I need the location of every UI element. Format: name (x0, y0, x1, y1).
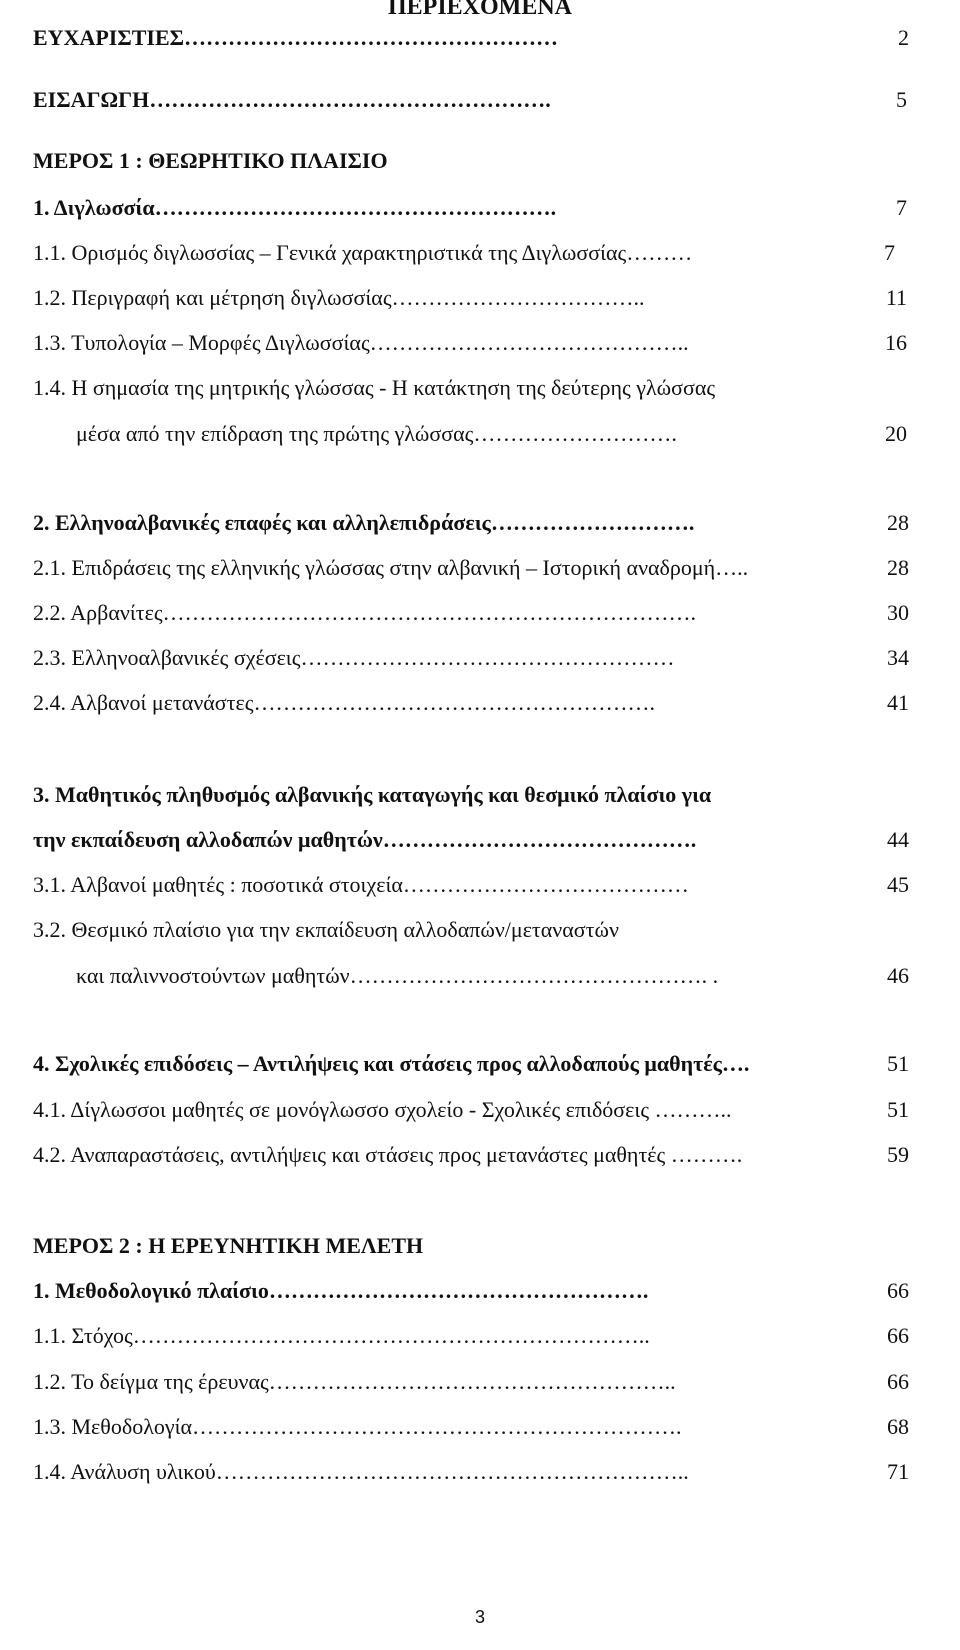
toc-entry-methodology-4 (33, 1458, 909, 1486)
toc-entry-text: 4.1. Δίγλωσσοι μαθητές σε μονόγλωσσο σχολείο - Σχολικές επιδόσεις ……….. (33, 1097, 732, 1122)
toc-page-number: 41 (887, 690, 909, 715)
toc-entry-text: 4.2. Αναπαραστάσεις, αντιλήψεις και στάσεις προς μετανάστες μαθητές ………. (33, 1142, 743, 1167)
part-heading-meros-1: ΜΕΡΟΣ 1 : ΘΕΩΡΗΤΙΚΟ ΠΛΑΙΣΙΟ (33, 148, 388, 173)
toc-page-number: 46 (887, 963, 909, 988)
toc-entry-methodology-2 (33, 1368, 909, 1396)
toc-entry-2 (33, 509, 909, 537)
toc-page-number: 66 (887, 1323, 909, 1348)
toc-page-number: 7 (884, 240, 895, 265)
toc-entry-methodology-3 (33, 1413, 909, 1441)
toc-page-number: 68 (887, 1414, 909, 1439)
toc-page-number: 45 (887, 872, 909, 897)
part-heading-meros-2: ΜΕΡΟΣ 2 : Η ΕΡΕΥΝΗΤΙΚΗ ΜΕΛΕΤΗ (33, 1233, 424, 1258)
toc-page-number: 71 (887, 1459, 909, 1484)
toc-page-number: 28 (887, 555, 909, 580)
toc-entry-text: 1.3. Τυπολογία – Μορφές Διγλωσσίας…………………………………….. (33, 330, 689, 355)
toc-page-number: 66 (887, 1278, 909, 1303)
toc-entry-eyxaristies (33, 24, 909, 52)
toc-entry-text: 1.1. Ορισμός διγλωσσίας – Γενικά χαρακτηριστικά της Διγλωσσίας……… (33, 240, 693, 265)
toc-entry-2-2 (33, 599, 909, 627)
toc-entry-eisagogi (33, 86, 907, 114)
toc-entry-text: μέσα από την επίδραση της πρώτης γλώσσας………………………. (76, 421, 677, 446)
toc-page-number: 66 (887, 1369, 909, 1394)
toc-entry-text: 1.4. Η σημασία της μητρικής γλώσσας - Η κατάκτηση της δεύτερης γλώσσας (33, 375, 716, 400)
toc-entry-text: 1.1. Στόχος…………………………………………………………….. (33, 1323, 650, 1348)
toc-entry-text: 1.2. Περιγραφή και μέτρηση διγλωσσίας…………………………….. (33, 285, 645, 310)
toc-entry-1-1 (33, 239, 895, 267)
toc-entry-text: 4. Σχολικές επιδόσεις – Αντιλήψεις και στάσεις προς αλλοδαπούς μαθητές…. (33, 1051, 750, 1076)
toc-entry-2-4 (33, 689, 909, 717)
toc-entry-text: 2. Ελληνοαλβανικές επαφές και αλληλεπιδράσεις………………………. (33, 510, 695, 535)
toc-entry-text: ΕΙΣΑΓΩΓΗ………………………………………………. (33, 87, 551, 112)
toc-entry-text: 2.3. Ελληνοαλβανικές σχέσεις…………………………………………… (33, 645, 675, 670)
toc-entry-1-4-continuation (33, 420, 907, 448)
toc-entry-text: 1.2. Το δείγμα της έρευνας……………………………………………….. (33, 1369, 676, 1394)
toc-entry-1-2 (33, 284, 907, 312)
toc-entry-4-1 (33, 1096, 909, 1124)
toc-entry-text: 2.1. Επιδράσεις της ελληνικής γλώσσας στην αλβανική – Ιστορική αναδρομή….. (33, 555, 749, 580)
toc-entry-methodology-1 (33, 1322, 909, 1350)
toc-page-number: 7 (896, 195, 907, 220)
toc-page-number: 34 (887, 645, 909, 670)
toc-entry-text: την εκπαίδευση αλλοδαπών μαθητών……………………………………. (33, 827, 697, 852)
toc-page-number: 2 (898, 25, 909, 50)
toc-page-number: 28 (887, 510, 909, 535)
toc-page-number: 30 (887, 600, 909, 625)
toc-entry-text: και παλιννοστούντων μαθητών…………………………………………. . (76, 963, 719, 988)
toc-page-number: 20 (885, 421, 907, 446)
toc-page-number: 5 (896, 87, 907, 112)
toc-entry-text: 1.3. Μεθοδολογία…………………………………………………………. (33, 1414, 682, 1439)
toc-entry-text: 3. Μαθητικός πληθυσμός αλβανικής καταγωγής και θεσμικό πλαίσιο για (33, 782, 712, 807)
toc-entry-3-2-continuation (33, 962, 909, 990)
toc-entry-4-2 (33, 1141, 909, 1169)
toc-page-number: 59 (887, 1142, 909, 1167)
toc-title: ΠΕΡΙΕΧΟΜΕΝΑ (387, 0, 572, 20)
toc-entry-text: 2.2. Αρβανίτες………………………………………………………………. (33, 600, 697, 625)
toc-entry-2-3 (33, 644, 909, 672)
toc-entry-1 (33, 194, 907, 222)
toc-entry-text: 1. Διγλωσσία………………………………………………. (33, 195, 557, 220)
toc-entry-3-2 (33, 916, 909, 944)
toc-entry-text: 1. Μεθοδολογικό πλαίσιο……………………………………………. (33, 1278, 649, 1303)
page-number-footer: 3 (474, 1607, 485, 1627)
toc-entry-3-1 (33, 871, 909, 899)
toc-entry-text: ΕΥΧΑΡΙΣΤΙΕΣ…………………………………………… (33, 25, 559, 50)
toc-entry-methodology (33, 1277, 909, 1305)
toc-entry-text: 2.4. Αλβανοί μετανάστες………………………………………………. (33, 690, 655, 715)
toc-entry-text: 3.2. Θεσμικό πλαίσιο για την εκπαίδευση αλλοδαπών/μεταναστών (33, 917, 619, 942)
toc-entry-4 (33, 1050, 909, 1078)
toc-page-number: 51 (887, 1097, 909, 1122)
toc-page-number: 11 (885, 285, 907, 310)
toc-entry-3-continuation (33, 826, 909, 854)
toc-entry-3 (33, 781, 909, 809)
toc-entry-text: 1.4. Ανάλυση υλικού……………………………………………………….. (33, 1459, 689, 1484)
toc-page-number: 44 (887, 827, 909, 852)
toc-entry-1-3 (33, 329, 907, 357)
toc-entry-text: 3.1. Αλβανοί μαθητές : ποσοτικά στοιχεία………………………………… (33, 872, 689, 897)
toc-page-number: 51 (887, 1051, 909, 1076)
toc-entry-1-4 (33, 374, 907, 402)
toc-entry-2-1 (33, 554, 909, 582)
toc-page-number: 16 (885, 330, 907, 355)
